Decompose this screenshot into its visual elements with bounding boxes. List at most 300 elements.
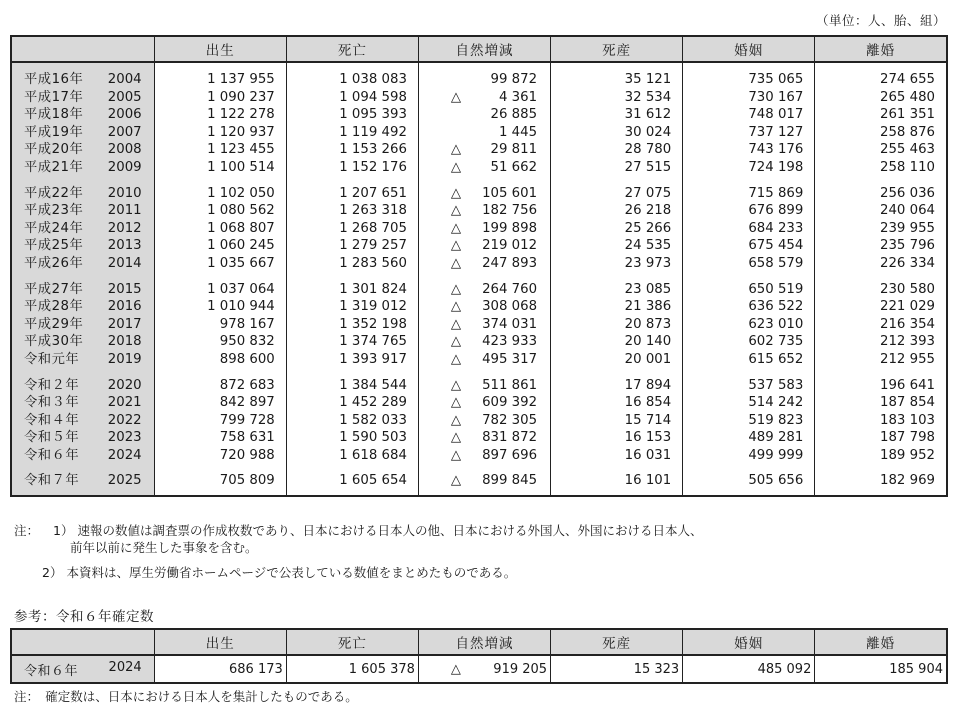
divorces-value: 182 969 <box>880 473 935 489</box>
year-label: 2009 <box>107 159 142 175</box>
ref-header-stillbirths: 死産 <box>551 629 683 655</box>
table-row <box>12 394 154 412</box>
table-row <box>12 220 154 238</box>
table-row <box>419 316 550 334</box>
table-row <box>419 159 550 177</box>
year-label: 2013 <box>107 238 142 254</box>
negative-marker-icon: △ <box>450 185 462 201</box>
deaths-value: 1 319 012 <box>339 299 407 315</box>
divorces-value: 183 103 <box>880 412 935 428</box>
negative-marker-icon: △ <box>450 473 462 489</box>
deaths-cell <box>286 177 418 273</box>
stillbirths-value: 16 153 <box>624 430 672 446</box>
marriages-value: 519 823 <box>748 412 804 428</box>
negative-marker-icon: △ <box>450 334 462 350</box>
table-row <box>12 472 154 490</box>
note-1-line-1: 速報の数値は調査票の作成枚数であり、日本における日本人の他、日本における外国人、外国における日本人、 <box>77 523 703 538</box>
deaths-cell <box>286 62 418 177</box>
era-label: 平成23年 <box>24 203 84 219</box>
natural-change-cell <box>418 369 550 465</box>
divorces-value: 265 480 <box>880 89 935 105</box>
table-row <box>419 255 550 273</box>
divorces-value: 216 354 <box>880 316 935 332</box>
table-row-group <box>11 273 947 369</box>
natural-change-value: 831 872 <box>482 430 538 446</box>
births-cell <box>154 62 286 177</box>
table-row-group <box>11 464 947 496</box>
natural-change-value: 247 893 <box>482 255 538 271</box>
divorces-cell <box>815 62 947 177</box>
year-label: 2004 <box>107 72 142 87</box>
negative-marker-icon: △ <box>450 377 462 393</box>
year-label: 2008 <box>107 142 142 158</box>
negative-marker-icon <box>451 106 465 124</box>
marriages-value: 623 010 <box>748 316 804 332</box>
header-divorces: 離婚 <box>815 36 947 62</box>
divorces-value: 240 064 <box>880 203 935 219</box>
header-deaths: 死亡 <box>286 36 418 62</box>
era-label: 平成16年 <box>24 72 84 87</box>
births-value: 1 090 237 <box>207 89 275 105</box>
table-row <box>419 377 550 395</box>
natural-change-value: 29 811 <box>490 142 538 158</box>
table-row <box>12 71 154 89</box>
births-value: 1 010 944 <box>207 299 275 315</box>
note-2-text: 本資料は、厚生労働省ホームページで公表している数値をまとめたものである。 <box>66 565 517 580</box>
divorces-value: 189 952 <box>880 447 935 463</box>
era-label: 平成25年 <box>24 238 84 254</box>
marriages-value: 650 519 <box>748 281 804 297</box>
era-label: 平成26年 <box>24 255 84 271</box>
table-row <box>419 89 550 107</box>
divorces-value: 230 580 <box>880 281 935 297</box>
header-stillbirths: 死産 <box>551 36 683 62</box>
natural-change-value: 899 845 <box>482 473 538 489</box>
table-row <box>12 298 154 316</box>
table-row <box>12 429 154 447</box>
births-value: 950 832 <box>219 334 275 350</box>
marriages-value: 715 869 <box>748 185 804 201</box>
era-label: 令和５年 <box>24 430 80 446</box>
births-value: 1 080 562 <box>207 203 275 219</box>
ref-era: 令和６年 <box>24 663 79 679</box>
negative-marker-icon: △ <box>450 447 462 463</box>
natural-change-cell <box>418 62 550 177</box>
header-marriages: 婚姻 <box>683 36 815 62</box>
reference-row <box>11 655 947 683</box>
table-row <box>12 351 154 369</box>
era-label: 令和６年 <box>24 447 80 463</box>
table-row <box>12 316 154 334</box>
table-row <box>12 141 154 159</box>
divorces-value: 261 351 <box>880 107 935 123</box>
negative-marker-icon: △ <box>450 299 462 315</box>
negative-marker-icon: △ <box>450 430 462 446</box>
stillbirths-cell <box>551 273 683 369</box>
ref-births: 686 173 <box>154 655 286 683</box>
table-row <box>419 429 550 447</box>
marriages-value: 675 454 <box>748 238 804 254</box>
marriages-value: 636 522 <box>748 299 804 315</box>
table-row <box>419 202 550 220</box>
natural-change-cell <box>418 464 550 496</box>
deaths-value: 1 095 393 <box>339 107 407 123</box>
negative-marker-icon: △ <box>450 661 461 677</box>
table-row <box>419 351 550 369</box>
negative-marker-icon: △ <box>450 89 462 105</box>
note-2 <box>42 564 516 581</box>
year-label: 2016 <box>107 299 142 315</box>
era-label: 令和元年 <box>24 351 80 367</box>
era-label: 令和４年 <box>24 412 80 428</box>
table-row <box>419 71 550 89</box>
era-label: 平成29年 <box>24 316 84 332</box>
deaths-value: 1 152 176 <box>339 159 407 175</box>
births-value: 1 122 278 <box>207 107 275 123</box>
table-row <box>12 124 154 142</box>
stillbirths-value: 28 780 <box>624 142 672 158</box>
ref-header-year <box>11 629 154 655</box>
stillbirths-value: 23 973 <box>624 255 672 271</box>
table-row-group <box>11 62 947 177</box>
deaths-value: 1 263 318 <box>339 203 407 219</box>
divorces-cell <box>815 177 947 273</box>
reference-header-row <box>11 629 947 655</box>
table-row <box>12 237 154 255</box>
unit-label: （単位：人、胎、組） <box>815 13 946 28</box>
era-label: 平成30年 <box>24 334 84 350</box>
year-label: 2018 <box>107 334 142 350</box>
header-natural-change: 自然増減 <box>418 36 550 62</box>
deaths-cell <box>286 464 418 496</box>
natural-change-value: 4 361 <box>498 89 538 105</box>
natural-change-cell <box>418 273 550 369</box>
divorces-value: 258 110 <box>880 159 935 175</box>
marriages-value: 658 579 <box>748 255 804 271</box>
negative-marker-icon: △ <box>450 159 462 175</box>
marriages-value: 489 281 <box>748 430 804 446</box>
births-value: 898 600 <box>219 351 275 367</box>
marriages-value: 676 899 <box>748 203 804 219</box>
table-row <box>419 333 550 351</box>
year-label: 2024 <box>107 447 142 463</box>
marriages-cell <box>683 273 815 369</box>
deaths-value: 1 207 651 <box>339 185 407 201</box>
deaths-value: 1 283 560 <box>339 255 407 271</box>
table-row <box>419 185 550 203</box>
natural-change-value: 99 872 <box>490 72 538 87</box>
table-row <box>12 281 154 299</box>
divorces-value: 212 393 <box>880 334 935 350</box>
natural-change-value: 26 885 <box>490 107 538 123</box>
deaths-value: 1 153 266 <box>339 142 407 158</box>
marriages-cell <box>683 177 815 273</box>
deaths-value: 1 384 544 <box>339 377 407 393</box>
deaths-value: 1 590 503 <box>339 430 407 446</box>
negative-marker-icon: △ <box>450 142 462 158</box>
marriages-value: 537 583 <box>748 377 804 393</box>
year-label: 2005 <box>107 89 142 105</box>
stillbirths-value: 23 085 <box>624 281 672 297</box>
natural-change-value: 105 601 <box>482 185 538 201</box>
stillbirths-value: 25 266 <box>624 220 672 236</box>
natural-change-value: 264 760 <box>482 281 538 297</box>
births-value: 978 167 <box>219 316 275 332</box>
era-label: 令和２年 <box>24 377 80 393</box>
natural-change-value: 423 933 <box>482 334 538 350</box>
era-label: 令和７年 <box>24 473 80 489</box>
stillbirths-value: 24 535 <box>624 238 672 254</box>
year-label: 2011 <box>107 203 142 219</box>
stillbirths-value: 16 854 <box>624 395 672 411</box>
year-label-cell <box>11 273 154 369</box>
deaths-value: 1 374 765 <box>339 334 407 350</box>
stillbirths-cell <box>551 62 683 177</box>
divorces-value: 255 463 <box>880 142 935 158</box>
table-row <box>12 89 154 107</box>
table-row <box>12 412 154 430</box>
table-row <box>12 255 154 273</box>
marriages-value: 684 233 <box>748 220 804 236</box>
marriages-value: 724 198 <box>748 159 804 175</box>
note-2-number: 2） <box>42 565 63 580</box>
births-value: 799 728 <box>219 412 275 428</box>
births-value: 1 035 667 <box>207 255 275 271</box>
year-label-cell <box>11 177 154 273</box>
era-label: 平成27年 <box>24 281 84 297</box>
header-births: 出生 <box>154 36 286 62</box>
negative-marker-icon: △ <box>450 220 462 236</box>
stillbirths-value: 20 001 <box>624 351 672 367</box>
deaths-value: 1 038 083 <box>339 72 407 87</box>
marriages-cell <box>683 369 815 465</box>
table-row <box>419 281 550 299</box>
births-value: 1 102 050 <box>207 185 275 201</box>
note-1 <box>14 522 702 556</box>
divorces-cell <box>815 369 947 465</box>
births-cell <box>154 464 286 496</box>
era-label: 令和３年 <box>24 395 80 411</box>
ref-year: 2024 <box>108 659 142 675</box>
table-row <box>12 159 154 177</box>
stillbirths-cell <box>551 177 683 273</box>
births-cell <box>154 177 286 273</box>
table-row <box>419 447 550 465</box>
stillbirths-value: 20 140 <box>624 334 672 350</box>
marriages-value: 499 999 <box>748 447 804 463</box>
year-label-cell <box>11 369 154 465</box>
births-value: 872 683 <box>219 377 275 393</box>
ref-stillbirths: 15 323 <box>551 655 683 683</box>
era-label: 平成19年 <box>24 124 84 140</box>
ref-header-divorces: 離婚 <box>815 629 947 655</box>
table-row <box>419 106 550 124</box>
stillbirths-value: 17 894 <box>624 377 672 393</box>
natural-change-value: 219 012 <box>482 238 538 254</box>
stillbirths-value: 26 218 <box>624 203 672 219</box>
stillbirths-value: 21 386 <box>624 299 672 315</box>
marriages-value: 615 652 <box>748 351 804 367</box>
natural-change-value: 199 898 <box>482 220 538 236</box>
year-label: 2023 <box>107 430 142 446</box>
deaths-value: 1 301 824 <box>339 281 407 297</box>
era-label: 平成22年 <box>24 185 84 201</box>
natural-change-value: 308 068 <box>482 299 538 315</box>
stillbirths-value: 31 612 <box>624 107 672 123</box>
table-row <box>419 237 550 255</box>
births-value: 1 123 455 <box>207 142 275 158</box>
negative-marker-icon: △ <box>450 351 462 367</box>
deaths-value: 1 452 289 <box>339 395 407 411</box>
births-value: 758 631 <box>219 430 275 446</box>
stillbirths-value: 27 075 <box>624 185 672 201</box>
table-row <box>419 472 550 490</box>
negative-marker-icon: △ <box>450 395 462 411</box>
ref-divorces: 185 904 <box>815 655 947 683</box>
stillbirths-value: 35 121 <box>624 72 672 87</box>
marriages-value: 748 017 <box>748 107 804 123</box>
negative-marker-icon: △ <box>450 238 462 254</box>
negative-marker-icon: △ <box>450 412 462 428</box>
births-value: 720 988 <box>219 447 275 463</box>
table-row-group <box>11 177 947 273</box>
era-label: 平成21年 <box>24 159 84 175</box>
stillbirths-value: 32 534 <box>624 89 672 105</box>
divorces-value: 221 029 <box>880 299 935 315</box>
reference-title: 参考：令和６年確定数 <box>14 609 154 625</box>
divorces-cell <box>815 464 947 496</box>
deaths-value: 1 605 654 <box>339 473 407 489</box>
marriages-value: 743 176 <box>748 142 804 158</box>
births-value: 1 120 937 <box>207 124 275 140</box>
natural-change-value: 1 445 <box>498 124 538 140</box>
natural-change-value: 897 696 <box>482 447 538 463</box>
births-value: 1 100 514 <box>207 159 275 175</box>
negative-marker-icon <box>451 71 465 89</box>
year-label: 2025 <box>107 473 142 489</box>
era-label: 平成20年 <box>24 142 84 158</box>
divorces-value: 235 796 <box>880 238 935 254</box>
era-label: 平成24年 <box>24 220 84 236</box>
stillbirths-value: 27 515 <box>624 159 672 175</box>
marriages-value: 505 656 <box>748 473 804 489</box>
reference-note: 注： 確定数は、日本における日本人を集計したものである。 <box>14 689 358 704</box>
stillbirths-value: 16 101 <box>624 473 672 489</box>
natural-change-value: 495 317 <box>482 351 538 367</box>
table-header-row <box>11 36 947 62</box>
negative-marker-icon: △ <box>450 281 462 297</box>
ref-header-marriages: 婚姻 <box>683 629 815 655</box>
table-row <box>12 202 154 220</box>
era-label: 平成18年 <box>24 107 84 123</box>
births-cell <box>154 369 286 465</box>
table-row <box>419 394 550 412</box>
ref-header-natural-change: 自然増減 <box>418 629 550 655</box>
births-value: 842 897 <box>219 395 275 411</box>
stillbirths-value: 15 714 <box>624 412 672 428</box>
table-row <box>419 298 550 316</box>
ref-header-births: 出生 <box>154 629 286 655</box>
header-year <box>11 36 154 62</box>
stillbirths-cell <box>551 369 683 465</box>
year-label: 2012 <box>107 220 142 236</box>
year-label: 2010 <box>107 185 142 201</box>
divorces-value: 212 955 <box>880 351 935 367</box>
births-cell <box>154 273 286 369</box>
deaths-cell <box>286 273 418 369</box>
ref-natural-change-cell <box>418 655 550 683</box>
divorces-value: 187 854 <box>880 395 935 411</box>
negative-marker-icon <box>451 124 465 142</box>
table-row <box>12 185 154 203</box>
divorces-value: 239 955 <box>880 220 935 236</box>
stillbirths-cell <box>551 464 683 496</box>
marriages-value: 602 735 <box>748 334 804 350</box>
deaths-value: 1 119 492 <box>339 124 407 140</box>
year-label: 2014 <box>107 255 142 271</box>
births-value: 1 137 955 <box>207 72 275 87</box>
table-row <box>12 106 154 124</box>
year-label-cell <box>11 464 154 496</box>
marriages-value: 735 065 <box>748 72 804 87</box>
negative-marker-icon: △ <box>450 255 462 271</box>
natural-change-value: 782 305 <box>482 412 538 428</box>
divorces-value: 187 798 <box>880 430 935 446</box>
natural-change-value: 182 756 <box>482 203 538 219</box>
deaths-value: 1 094 598 <box>339 89 407 105</box>
natural-change-cell <box>418 177 550 273</box>
negative-marker-icon: △ <box>450 203 462 219</box>
marriages-value: 514 242 <box>748 395 804 411</box>
ref-deaths: 1 605 378 <box>286 655 418 683</box>
table-row <box>12 377 154 395</box>
year-label: 2006 <box>107 107 142 123</box>
divorces-value: 274 655 <box>880 72 935 87</box>
table-row-group <box>11 369 947 465</box>
natural-change-value: 374 031 <box>482 316 538 332</box>
table-row <box>419 141 550 159</box>
reference-table <box>10 628 948 684</box>
year-label: 2007 <box>107 124 142 140</box>
year-label: 2015 <box>107 281 142 297</box>
ref-natural-change: 919 205 <box>493 661 548 677</box>
deaths-value: 1 268 705 <box>339 220 407 236</box>
table-row <box>419 124 550 142</box>
births-value: 705 809 <box>219 473 275 489</box>
note-1-number: 1） <box>53 523 74 538</box>
marriages-cell <box>683 464 815 496</box>
table-row <box>419 412 550 430</box>
negative-marker-icon: △ <box>450 316 462 332</box>
divorces-cell <box>815 273 947 369</box>
ref-year-cell <box>11 655 154 683</box>
year-label: 2022 <box>107 412 142 428</box>
divorces-value: 226 334 <box>880 255 935 271</box>
deaths-cell <box>286 369 418 465</box>
deaths-value: 1 393 917 <box>339 351 407 367</box>
year-label: 2021 <box>107 395 142 411</box>
divorces-value: 256 036 <box>880 185 935 201</box>
table-row <box>12 447 154 465</box>
marriages-cell <box>683 62 815 177</box>
stillbirths-value: 20 873 <box>624 316 672 332</box>
births-value: 1 037 064 <box>207 281 275 297</box>
deaths-value: 1 582 033 <box>339 412 407 428</box>
births-value: 1 060 245 <box>207 238 275 254</box>
deaths-value: 1 279 257 <box>339 238 407 254</box>
divorces-value: 258 876 <box>880 124 935 140</box>
natural-change-value: 609 392 <box>482 395 538 411</box>
